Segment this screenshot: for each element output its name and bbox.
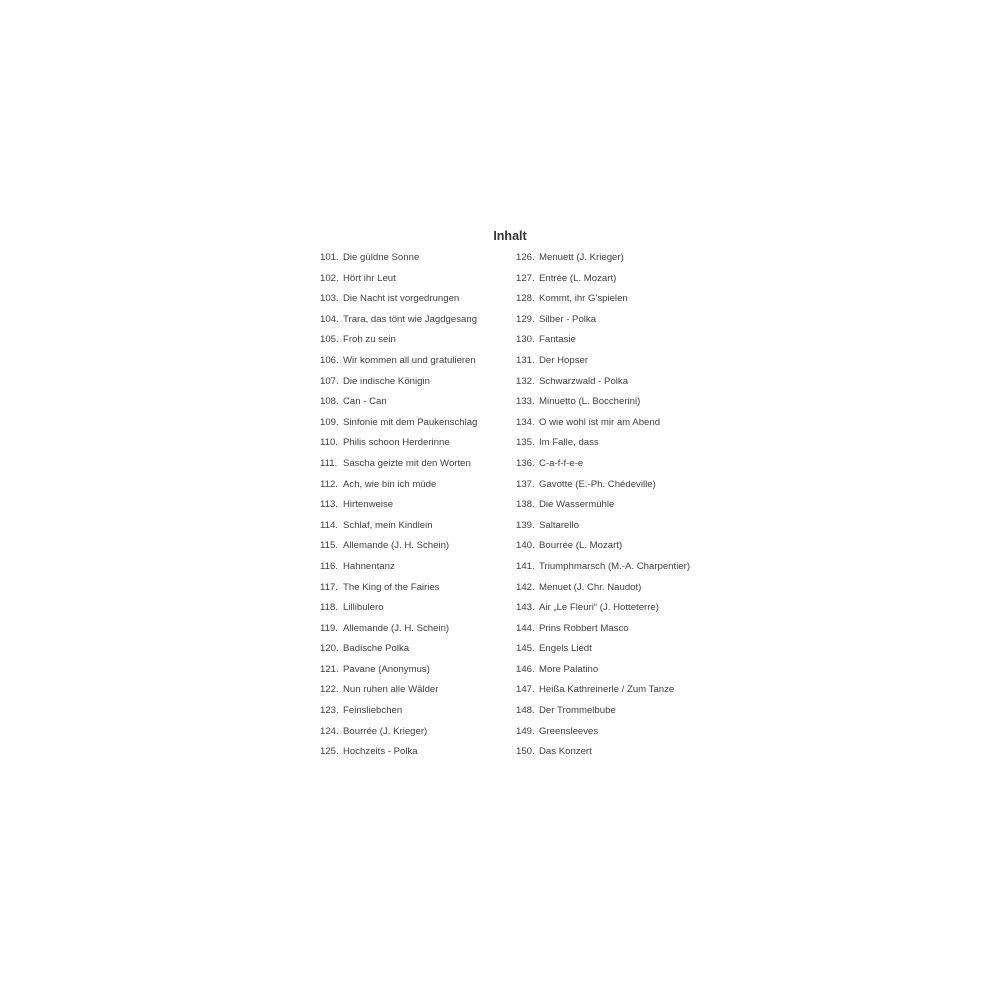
toc-entry-title: Die Nacht ist vorgedrungen <box>343 293 460 305</box>
toc-entry-title: Das Konzert <box>539 746 592 758</box>
toc-entry <box>320 478 500 499</box>
toc-entry-title: Der Trommelbube <box>539 705 616 717</box>
toc-entry-number: 112. <box>320 478 338 490</box>
toc-entry <box>516 663 716 684</box>
toc-entry-title: Philis schoon Herderinne <box>343 437 450 449</box>
toc-entry <box>516 251 716 272</box>
toc-entry-title: Nun ruhen alle Wälder <box>343 684 439 696</box>
toc-entry-number: 114. <box>320 519 338 531</box>
toc-entry <box>516 354 716 375</box>
toc-entry <box>320 292 500 313</box>
toc-entry <box>516 560 716 581</box>
toc-entry-number: 121. <box>320 663 339 675</box>
toc-entry <box>516 601 716 622</box>
toc-entry <box>320 498 500 519</box>
toc-entry <box>320 375 500 396</box>
page-title: Inhalt <box>493 229 527 244</box>
toc-entry <box>516 725 716 746</box>
toc-entry-number: 110. <box>320 437 338 449</box>
toc-entry-title: Feinsliebchen <box>343 705 403 717</box>
toc-entry <box>516 457 716 478</box>
toc-entry <box>516 395 716 416</box>
toc-entry-number: 140. <box>516 540 535 552</box>
toc-entry-number: 126. <box>516 252 535 263</box>
toc-entry-title: Die güldne Sonne <box>343 252 420 263</box>
toc-entry-number: 132. <box>516 375 535 387</box>
toc-entry-title: Pavane (Anonymus) <box>343 663 430 675</box>
toc-entry-number: 109. <box>320 416 339 428</box>
toc-entry-title: Greensleeves <box>539 725 599 737</box>
toc-column-left <box>320 251 500 766</box>
toc-entry <box>320 704 500 725</box>
toc-entry <box>320 745 500 766</box>
toc-entry <box>320 395 500 416</box>
toc-entry-number: 117. <box>320 581 338 593</box>
toc-entry-title: Hochzeits - Polka <box>343 746 418 758</box>
toc-entry-title: Der Hopser <box>539 354 589 366</box>
toc-entry-number: 113. <box>320 499 338 511</box>
toc-entry-number: 125. <box>320 746 339 758</box>
toc-entry <box>320 457 500 478</box>
toc-entry <box>320 436 500 457</box>
toc-entry-title: Heißa Kathreinerle / Zum Tanze <box>539 684 675 696</box>
toc-entry-number: 134. <box>516 416 535 428</box>
toc-entry-number: 150. <box>516 746 535 758</box>
toc-entry-number: 115. <box>320 540 338 552</box>
toc-entry-number: 135. <box>516 437 535 449</box>
toc-entry-number: 128. <box>516 293 535 305</box>
toc-entry-title: Entrée (L. Mozart) <box>539 272 617 284</box>
toc-entry-number: 119. <box>320 622 338 634</box>
toc-entry-title: Prins Robbert Masco <box>539 622 629 634</box>
toc-entry <box>516 333 716 354</box>
toc-entry-number: 111. <box>320 457 338 469</box>
toc-entry <box>516 292 716 313</box>
toc-entry-title: Kommt, ihr G'spielen <box>539 293 628 305</box>
toc-entry <box>320 313 500 334</box>
toc-entry-number: 144. <box>516 622 535 634</box>
toc-entry-title: Saltarello <box>539 519 579 531</box>
toc-entry-title: Allemande (J. H. Schein) <box>343 540 450 552</box>
toc-entry <box>320 560 500 581</box>
toc-entry-number: 149. <box>516 725 535 737</box>
toc-entry-number: 104. <box>320 313 339 325</box>
toc-entry-number: 106. <box>320 354 339 366</box>
toc-entry-number: 123. <box>320 705 339 717</box>
toc-entry-number: 116. <box>320 560 338 572</box>
toc-entry-title: Fantasie <box>539 334 576 346</box>
toc-entry-number: 108. <box>320 396 339 408</box>
toc-entry-number: 129. <box>516 313 535 325</box>
toc-entry-title: Minuetto (L. Boccherini) <box>539 396 641 408</box>
toc-entry-number: 139. <box>516 519 535 531</box>
toc-entry-title: Can - Can <box>343 396 387 408</box>
toc-entry-title: Lillibulero <box>343 602 384 614</box>
toc-entry <box>516 581 716 602</box>
toc-entry-number: 105. <box>320 334 339 346</box>
toc-entry-title: Sinfonie mit dem Paukenschlag <box>343 416 478 428</box>
toc-entry-number: 120. <box>320 643 339 655</box>
toc-entry-title: Hirtenweise <box>343 499 394 511</box>
toc-entry-title: Trara, das tönt wie Jagdgesang <box>343 313 478 325</box>
toc-entry-title: Menuett (J. Krieger) <box>539 252 624 263</box>
toc-entry-number: 101. <box>320 252 339 263</box>
toc-entry-title: C-a-f-f-e-e <box>539 457 584 469</box>
toc-entry-number: 148. <box>516 705 535 717</box>
toc-entry-number: 145. <box>516 643 535 655</box>
toc-entry <box>320 539 500 560</box>
toc-entry-number: 102. <box>320 272 339 284</box>
toc-entry-number: 131. <box>516 354 535 366</box>
toc-entry-title: Bourrée (L. Mozart) <box>539 540 623 552</box>
toc-entry-title: Hört ihr Leut <box>343 272 396 284</box>
toc-entry-title: The King of the Fairies <box>343 581 440 593</box>
toc-entry-number: 103. <box>320 293 339 305</box>
toc-entry-title: Schlaf, mein Kindlein <box>343 519 433 531</box>
toc-entry <box>516 683 716 704</box>
toc-entry-number: 138. <box>516 499 535 511</box>
toc-entry-number: 118. <box>320 602 338 614</box>
toc-entry-title: Triumphmarsch (M.-A. Charpentier) <box>539 560 691 572</box>
toc-entry-title: O wie wohl ist mir am Abend <box>539 416 661 428</box>
toc-entry-number: 133. <box>516 396 535 408</box>
toc-entry <box>516 313 716 334</box>
toc-column-right <box>516 251 716 766</box>
toc-entry-title: Die indische Königin <box>343 375 430 387</box>
toc-entry <box>320 601 500 622</box>
toc-entry-number: 146. <box>516 663 535 675</box>
toc-entry-number: 130. <box>516 334 535 346</box>
toc-entry-number: 107. <box>320 375 339 387</box>
toc-entry <box>320 333 500 354</box>
toc-entry-title: Menuet (J. Chr. Naudot) <box>539 581 642 593</box>
toc-entry <box>320 519 500 540</box>
toc-entry <box>516 375 716 396</box>
toc-entry <box>320 642 500 663</box>
toc-entry <box>320 581 500 602</box>
toc-entry-title: Im Falle, dass <box>539 437 599 449</box>
toc-entry-title: Sascha geizte mit den Worten <box>343 457 471 469</box>
toc-entry <box>320 272 500 293</box>
toc-entry-title: Schwarzwald - Polka <box>539 375 629 387</box>
toc-entry-number: 143. <box>516 602 535 614</box>
toc-entry <box>516 622 716 643</box>
toc-entry <box>516 478 716 499</box>
toc-entry-title: Froh zu sein <box>343 334 396 346</box>
toc-entry-number: 122. <box>320 684 339 696</box>
toc-entry <box>320 354 500 375</box>
toc-entry-number: 136. <box>516 457 535 469</box>
toc-entry <box>320 683 500 704</box>
toc-entry-title: Gavotte (E.-Ph. Chédeville) <box>539 478 656 490</box>
toc-entry <box>516 416 716 437</box>
toc-entry <box>516 519 716 540</box>
toc-entry <box>516 539 716 560</box>
toc-entry-number: 124. <box>320 725 339 737</box>
toc-entry <box>320 416 500 437</box>
toc-entry-title: Engels Liedt <box>539 643 592 655</box>
toc-entry-title: Wir kommen all und gratulieren <box>343 354 476 366</box>
toc-entry-number: 141. <box>516 560 535 572</box>
toc-entry-number: 137. <box>516 478 535 490</box>
toc-entry <box>320 663 500 684</box>
toc-entry-title: Air „Le Fleuri“ (J. Hotteterre) <box>539 602 659 614</box>
toc-entry-number: 127. <box>516 272 535 284</box>
toc-entry <box>516 272 716 293</box>
toc-entry-title: Badische Polka <box>343 643 410 655</box>
toc-entry-number: 147. <box>516 684 535 696</box>
toc-entry <box>320 725 500 746</box>
toc-entry-title: Silber - Polka <box>539 313 597 325</box>
toc-entry <box>320 251 500 272</box>
toc-entry-title: Ach, wie bin ich müde <box>343 478 437 490</box>
toc-entry-title: Hahnentanz <box>343 560 395 572</box>
toc-entry <box>516 745 716 766</box>
toc-entry <box>516 642 716 663</box>
toc-entry <box>320 622 500 643</box>
toc-entry-title: Bourrée (J. Krieger) <box>343 725 428 737</box>
toc-entry <box>516 498 716 519</box>
toc-entry <box>516 436 716 457</box>
toc-entry-title: Allemande (J. H. Schein) <box>343 622 450 634</box>
toc-entry <box>516 704 716 725</box>
toc-entry-title: Die Wassermühle <box>539 499 615 511</box>
toc-entry-title: More Palatino <box>539 663 599 675</box>
toc-entry-number: 142. <box>516 581 535 593</box>
